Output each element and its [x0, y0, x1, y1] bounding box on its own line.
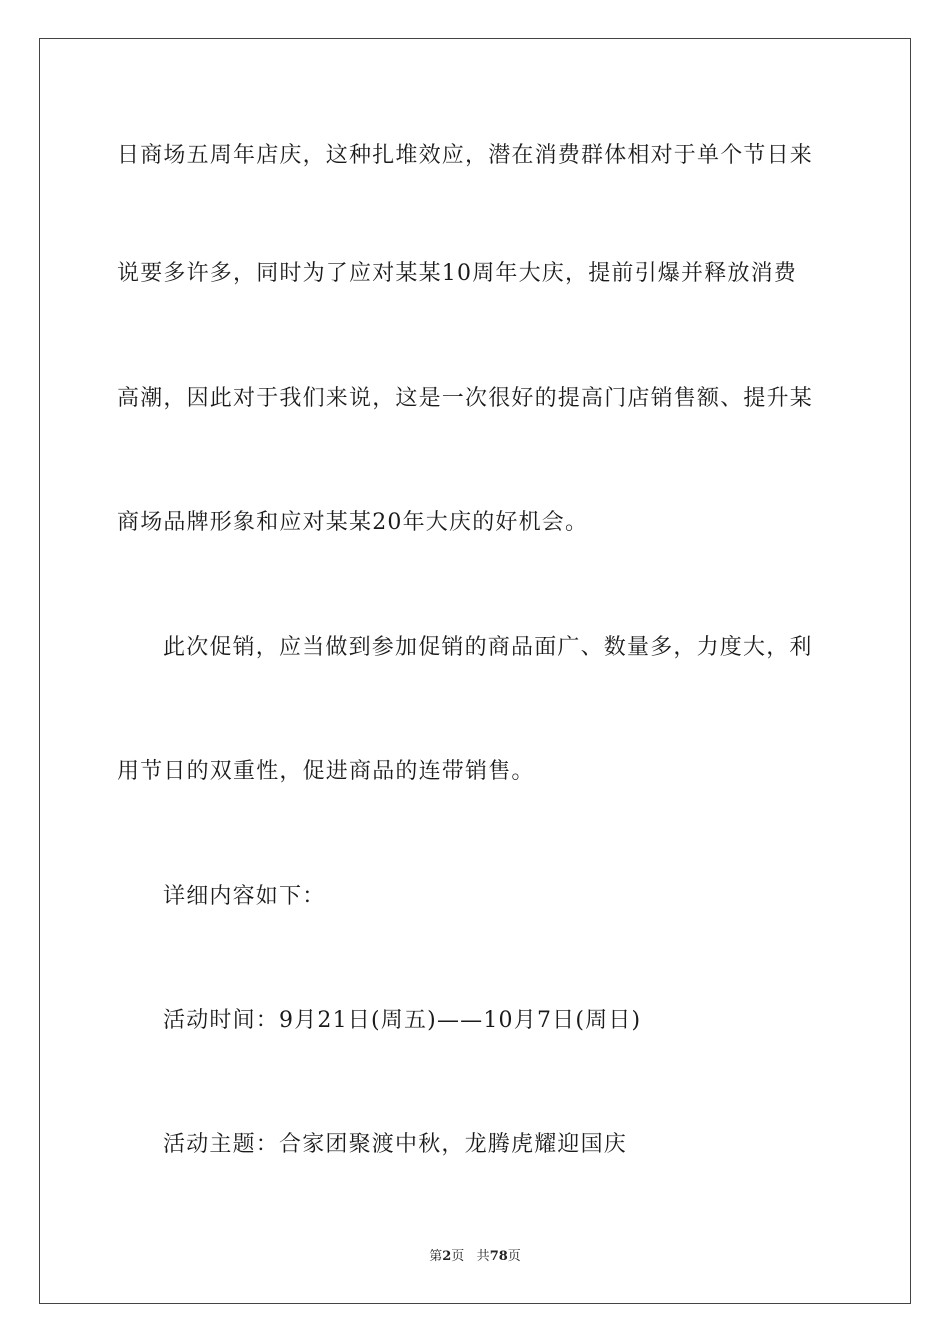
page-number: 2: [442, 1249, 452, 1264]
page-prefix: 第: [429, 1249, 443, 1264]
detail-heading: 详细内容如下：: [163, 884, 326, 909]
paragraph-line-4: 商场品牌形象和应对某某20年大庆的好机会。: [117, 510, 589, 535]
paragraph-line-1: 日商场五周年店庆，这种扎堆效应，潜在消费群体相对于单个节日来: [117, 143, 814, 168]
paragraph-line-6: 用节日的双重性，促进商品的连带销售。: [117, 759, 535, 784]
total-prefix: 共: [476, 1249, 490, 1264]
total-pages: 78: [489, 1249, 508, 1264]
total-suffix: 页: [507, 1249, 521, 1264]
page-suffix: 页: [451, 1249, 465, 1264]
paragraph-line-5: 此次促销，应当做到参加促销的商品面广、数量多，力度大，利: [163, 635, 813, 660]
page-footer: [0, 1248, 950, 1266]
paragraph-line-3: 高潮，因此对于我们来说，这是一次很好的提高门店销售额、提升某: [117, 386, 814, 411]
activity-theme: 活动主题：合家团聚渡中秋，龙腾虎耀迎国庆: [163, 1132, 628, 1157]
page-frame: [39, 38, 911, 1304]
activity-time: 活动时间：9月21日(周五)——10月7日(周日): [163, 1008, 642, 1033]
paragraph-line-2: 说要多许多，同时为了应对某某10周年大庆，提前引爆并释放消费: [117, 261, 797, 286]
